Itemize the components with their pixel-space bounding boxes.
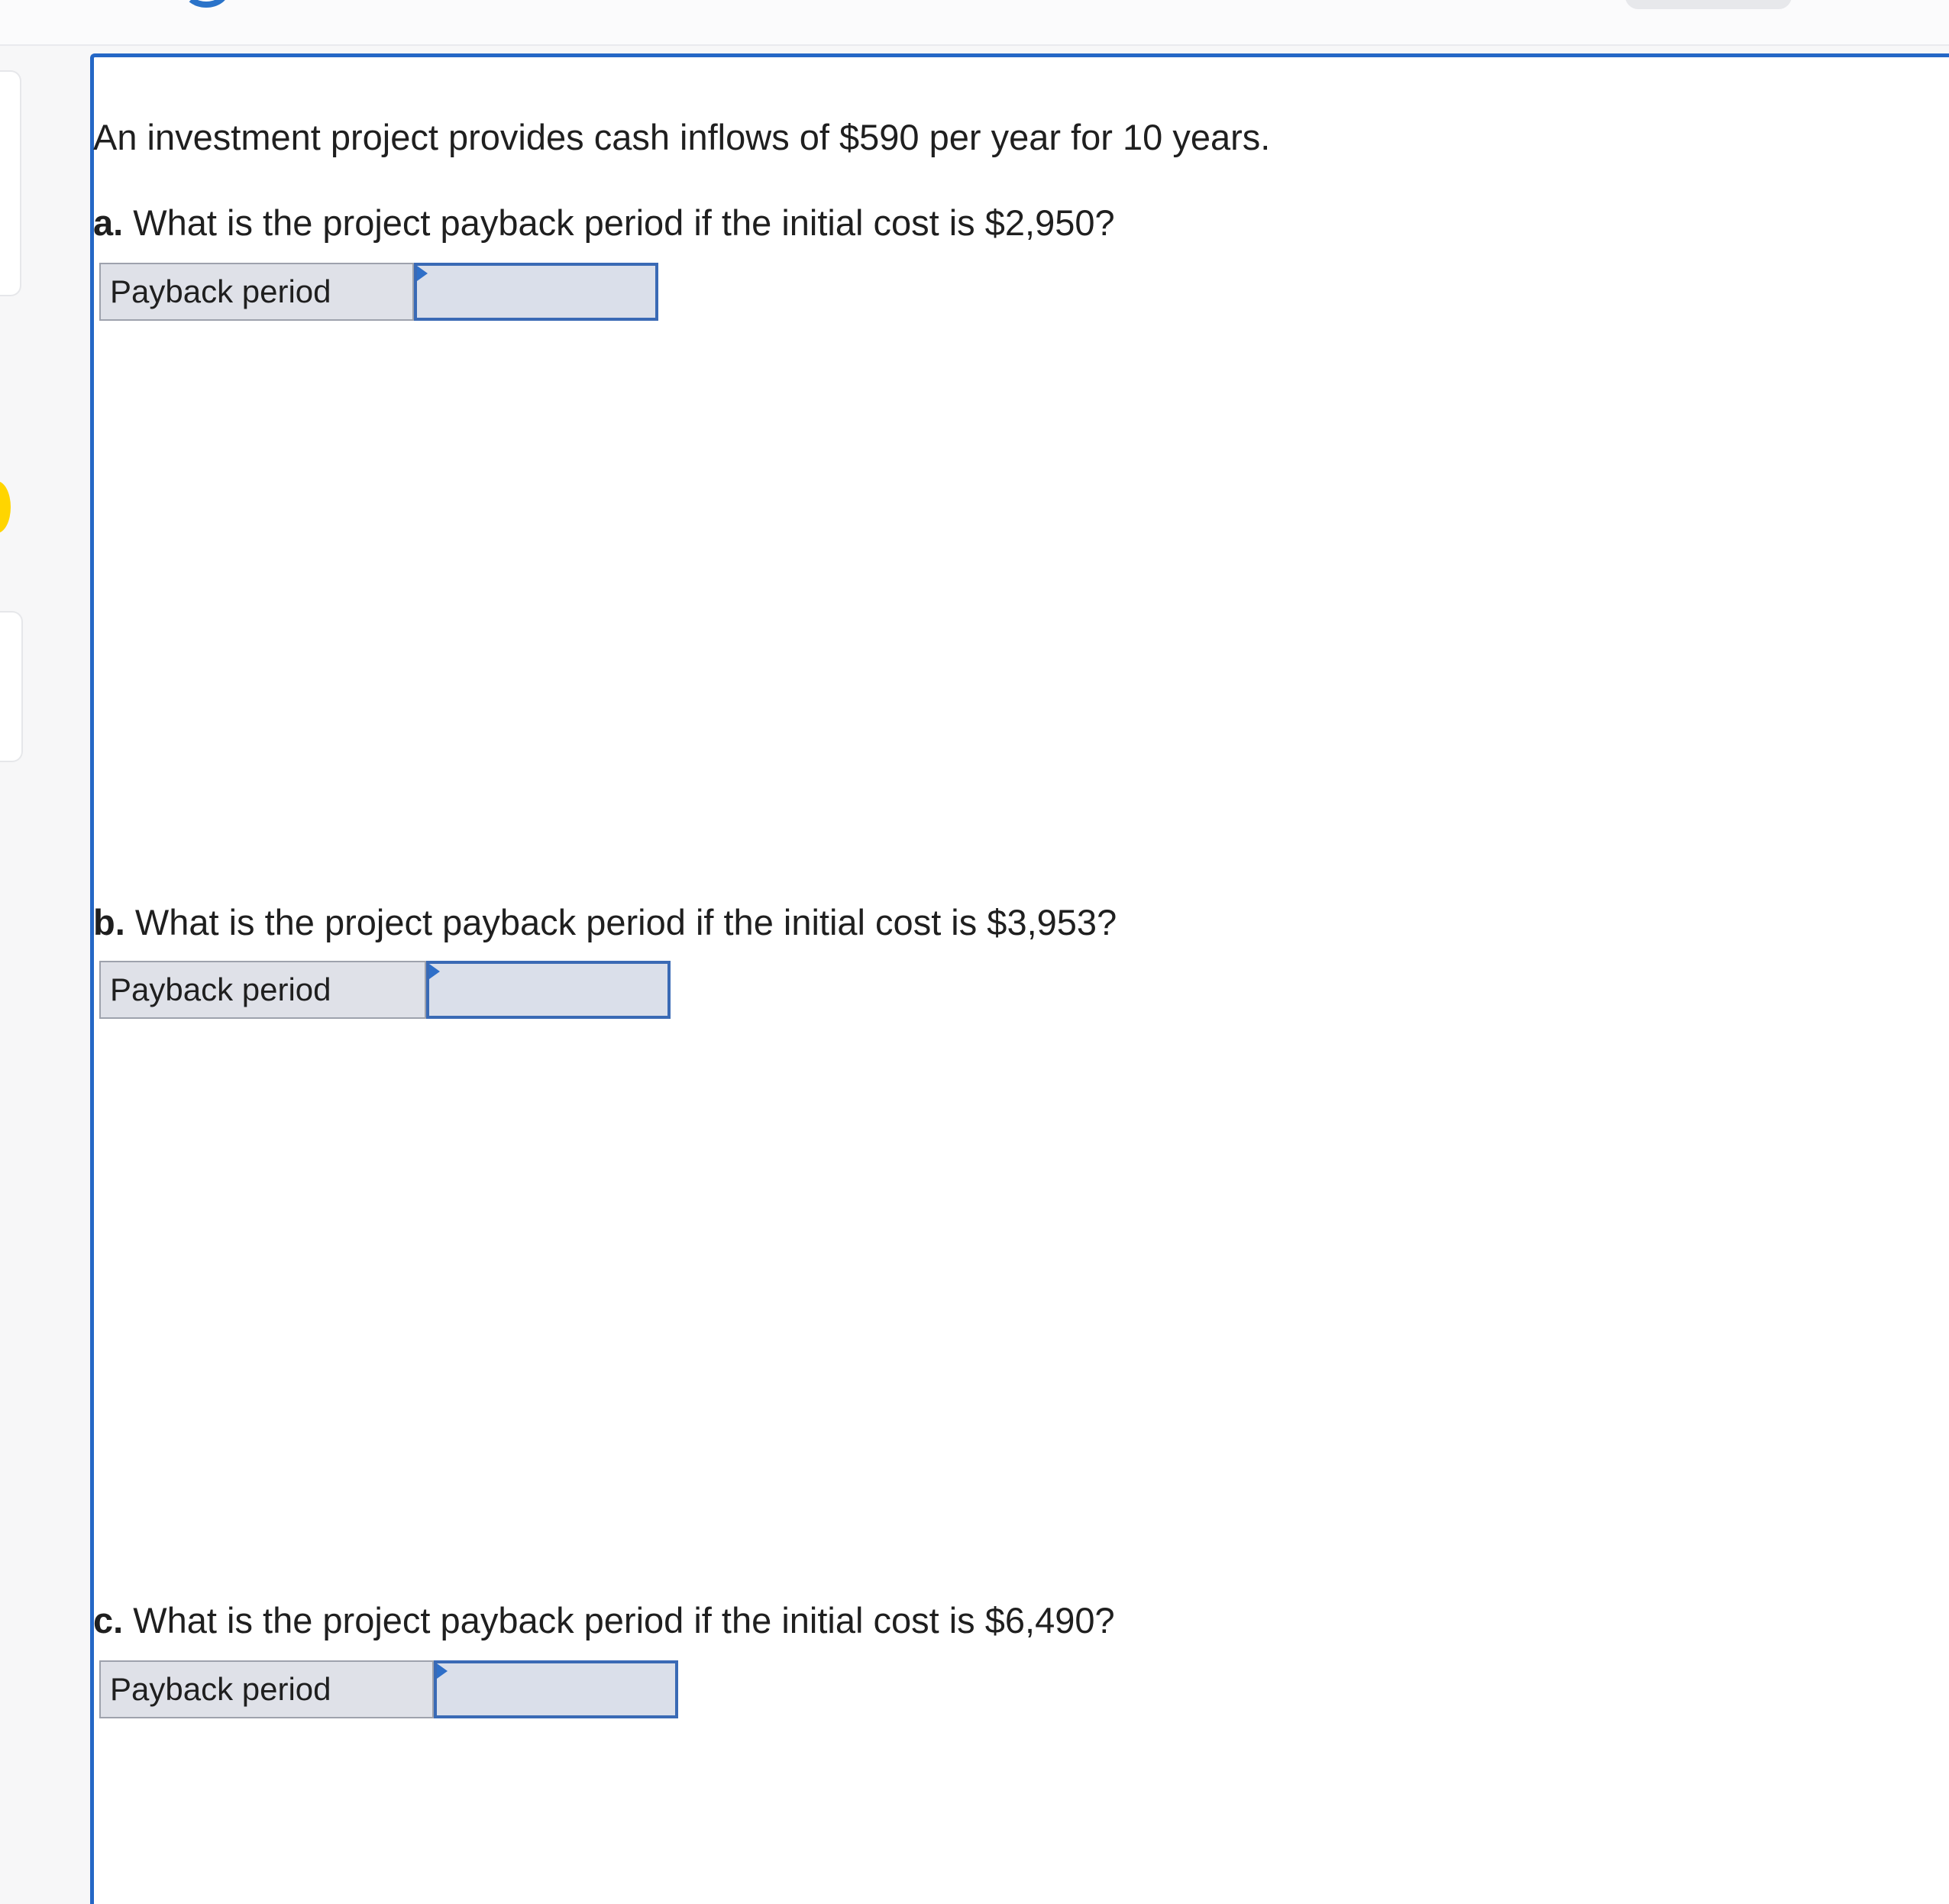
part-c-letter: c.: [93, 1600, 124, 1641]
top-header-bar: [0, 0, 1949, 46]
question-intro: An investment project provides cash inflows of $590 per year for 10 years.: [93, 117, 1271, 157]
answer-cell-b[interactable]: [426, 961, 671, 1019]
flag-icon: [437, 1663, 448, 1679]
progress-ring-icon: [183, 0, 229, 8]
side-rail-card-bottom[interactable]: [0, 611, 23, 762]
part-a-text: What is the project payback period if the initial cost is $2,950?: [123, 202, 1115, 243]
part-a-prompt: [93, 202, 1115, 243]
answer-label-a: Payback period: [99, 263, 414, 321]
flag-icon: [417, 266, 428, 281]
payback-input-c[interactable]: [434, 1660, 678, 1718]
answer-row-c: [99, 1660, 678, 1718]
hint-dot-icon[interactable]: [0, 481, 11, 533]
answer-cell-a[interactable]: [414, 263, 658, 321]
answer-cell-c[interactable]: [434, 1660, 678, 1718]
part-b-text: What is the project payback period if the initial cost is $3,953?: [124, 902, 1117, 942]
payback-input-a[interactable]: [414, 263, 658, 321]
answer-label-c: Payback period: [99, 1660, 434, 1718]
part-a-letter: a.: [93, 202, 124, 243]
part-c-prompt: [93, 1600, 1115, 1641]
header-pill-button[interactable]: [1625, 0, 1792, 9]
part-c-text: What is the project payback period if the initial cost is $6,490?: [123, 1600, 1115, 1641]
side-rail-card-top[interactable]: [0, 70, 21, 296]
answer-label-b: Payback period: [99, 961, 426, 1019]
part-b-letter: b.: [93, 902, 125, 942]
answer-row-b: [99, 961, 671, 1019]
answer-row-a: [99, 263, 658, 321]
part-b-prompt: [93, 904, 1117, 940]
payback-input-b[interactable]: [426, 961, 671, 1019]
flag-icon: [429, 964, 440, 979]
